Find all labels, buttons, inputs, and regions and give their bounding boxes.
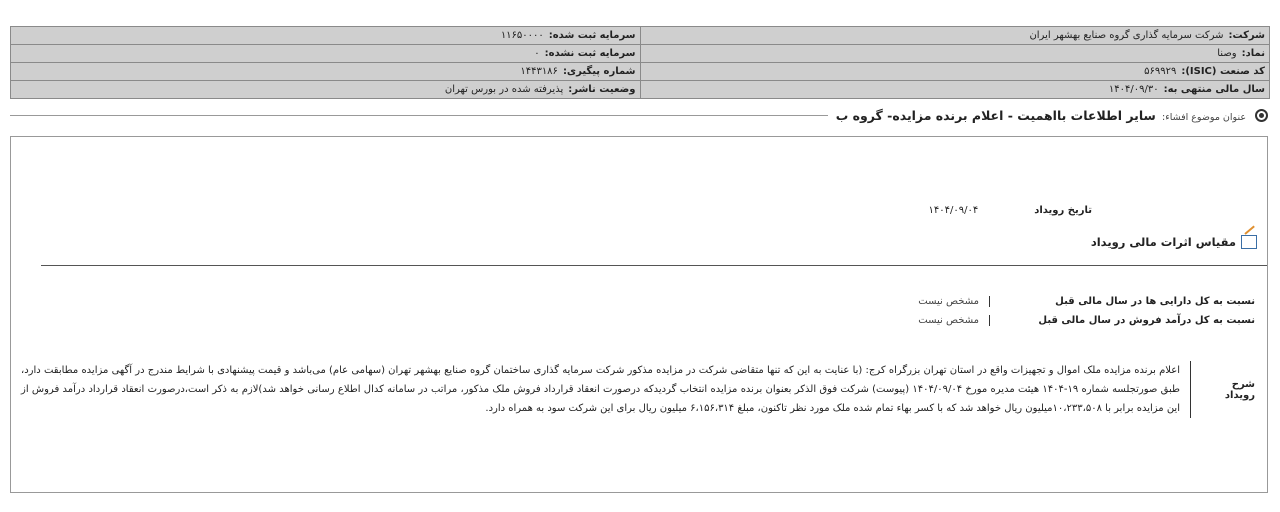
company-label: شرکت:: [1228, 30, 1265, 41]
company-value: شرکت سرمایه گذاری گروه صنایع بهشهر ایران: [1029, 30, 1224, 41]
isic-cell: [640, 63, 1270, 81]
registered-capital-cell: [11, 27, 641, 45]
financial-impact-heading: [1091, 235, 1257, 249]
registered-capital-value: ۱۱۶۵۰۰۰۰: [500, 30, 544, 41]
company-cell: [640, 27, 1270, 45]
tracking-label: شماره پیگیری:: [562, 66, 636, 77]
isic-label: کد صنعت (ISIC):: [1181, 66, 1265, 77]
section-divider: [41, 265, 1267, 266]
info-row: [11, 27, 1270, 45]
event-panel: [10, 136, 1268, 493]
impact-ratios: [918, 292, 1255, 330]
tracking-cell: [11, 63, 641, 81]
assets-ratio-label: نسبت به کل دارایی ها در سال مالی قبل: [1055, 296, 1255, 307]
info-row: [11, 81, 1270, 99]
revenue-ratio-row: [918, 311, 1255, 330]
publisher-status-value: پذیرفته شده در بورس تهران: [444, 84, 564, 95]
topic-text: [828, 108, 1246, 123]
event-date-label: تاریخ رویداد: [1034, 205, 1092, 216]
publisher-status-cell: [11, 81, 641, 99]
unregistered-capital-cell: [11, 45, 641, 63]
info-row: [11, 45, 1270, 63]
fiscal-year-value: ۱۴۰۴/۰۹/۳۰: [1108, 84, 1159, 95]
isic-value: ۵۶۹۹۲۹: [1144, 66, 1177, 77]
event-date-value: ۱۴۰۴/۰۹/۰۴: [928, 205, 979, 216]
info-row: [11, 63, 1270, 81]
fiscal-year-label: سال مالی منتهی به:: [1163, 84, 1265, 95]
assets-ratio-row: [918, 292, 1255, 311]
radio-target-icon: [1252, 106, 1270, 124]
symbol-cell: [640, 45, 1270, 63]
topic-title: سایر اطلاعات بااهمیت - اعلام برنده مزایده- گروه ب: [835, 107, 1156, 123]
topic-header: [10, 103, 1270, 127]
symbol-value: وصنا: [1217, 48, 1237, 59]
company-info-table: [10, 26, 1270, 99]
topic-label: عنوان موضوع افشاء:: [1162, 111, 1246, 123]
unregistered-capital-value: ۰: [534, 48, 540, 59]
assets-ratio-value: مشخص نیست: [918, 296, 990, 307]
event-description-label: شرح رویداد: [1224, 378, 1255, 401]
revenue-ratio-label: نسبت به کل درآمد فروش در سال مالی قبل: [1038, 315, 1255, 326]
unregistered-capital-label: سرمایه ثبت نشده:: [544, 48, 636, 59]
fiscal-year-cell: [640, 81, 1270, 99]
event-description: [21, 361, 1255, 418]
symbol-label: نماد:: [1241, 48, 1265, 59]
publisher-status-label: وضعیت ناشر:: [568, 84, 636, 95]
event-date-row: [929, 205, 1093, 216]
revenue-ratio-value: مشخص نیست: [918, 315, 990, 326]
registered-capital-label: سرمایه ثبت شده:: [548, 30, 636, 41]
event-description-text: اعلام برنده مزایده ملک اموال و تجهیزات واقع در استان تهران بزرگراه کرج: (با عنایت به این که تنها متقاضی شرکت در مزایده مذکور شرکت سرمایه گذاری ساختمان گروه صنایع بهشهر تهران (سهامی عام) می‌باشد و قیمت پیشنهادی با شرایط مندرج در آگهی مزایده مطابقت دارد، طبق صورتجلسه شماره ۱۹-۱۴۰۴ هیئت مدیره مورخ ۱۴۰۴/۰۹/۰۴ (پیوست) شرکت فوق الذکر بعنوان برنده مزایده انتخاب گردیدکه درصورت انعقاد قرارداد فروش ملک مذکور، مراتب در سامانه کدال اطلاع رسانی خواهد شد)لازم به ذکر است،درصورت انعقاد قرارداد درآمد فروش از این مزایده برابر با ۱۰،۲۳۳،۵۰۸میلیون ریال خواهد شد که با کسر بهاء تمام شده ملک مورد نظر تاکنون، مبلغ ۶،۱۵۶،۳۱۴ میلیون ریال برای این شرکت سود به همراه دارد.: [21, 361, 1191, 418]
edit-note-icon: [1241, 235, 1257, 249]
tracking-value: ۱۴۴۳۱۸۶: [520, 66, 558, 77]
financial-impact-title: مقیاس اثرات مالی رویداد: [1090, 235, 1236, 249]
